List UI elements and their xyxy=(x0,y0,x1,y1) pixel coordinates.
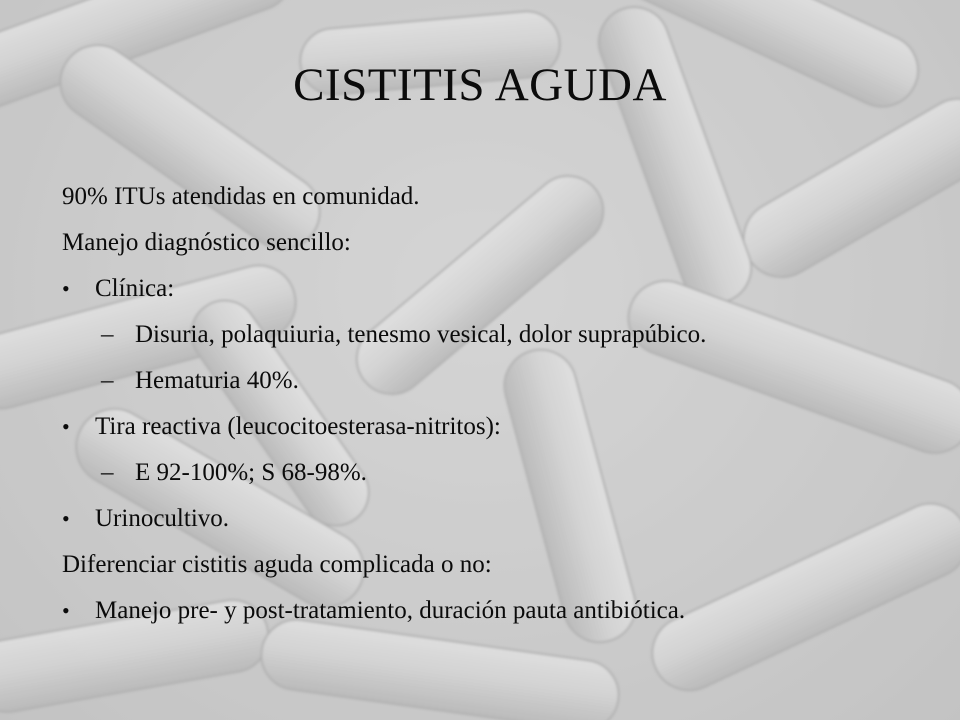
bullet-icon: • xyxy=(62,414,70,439)
sub-bullet-text: Disuria, polaquiuria, tenesmo vesical, dolor suprapúbico. xyxy=(135,321,707,348)
body-line xyxy=(62,220,942,266)
bullet-item xyxy=(62,496,942,542)
dash-icon: – xyxy=(101,459,114,486)
bullet-text: Urinocultivo. xyxy=(95,505,230,532)
bullet-icon: • xyxy=(62,276,70,301)
bullet-item xyxy=(62,266,942,312)
slide-body xyxy=(62,174,942,634)
bullet-item xyxy=(62,404,942,450)
line-text: Diferenciar cistitis aguda complicada o no: xyxy=(62,551,492,578)
dash-icon: – xyxy=(101,321,114,348)
bullet-icon: • xyxy=(62,506,70,531)
bullet-text: Manejo pre- y post-tratamiento, duración pauta antibiótica. xyxy=(95,597,686,624)
bullet-text: Tira reactiva (leucocitoesterasa-nitritos): xyxy=(95,413,501,440)
bullet-icon: • xyxy=(62,598,70,623)
sub-bullet-item xyxy=(62,312,942,358)
dash-icon: – xyxy=(101,367,114,394)
body-line xyxy=(62,542,942,588)
sub-bullet-item xyxy=(62,358,942,404)
bullet-text: Clínica: xyxy=(95,275,175,302)
sub-bullet-text: E 92-100%; S 68-98%. xyxy=(135,459,367,486)
body-line xyxy=(62,174,942,220)
bullet-item xyxy=(62,588,942,634)
slide-title: CISTITIS AGUDA xyxy=(293,59,667,111)
sub-bullet-item xyxy=(62,450,942,496)
line-text: Manejo diagnóstico sencillo: xyxy=(62,229,351,256)
line-text: 90% ITUs atendidas en comunidad. xyxy=(62,183,420,210)
sub-bullet-text: Hematuria 40%. xyxy=(135,367,299,394)
